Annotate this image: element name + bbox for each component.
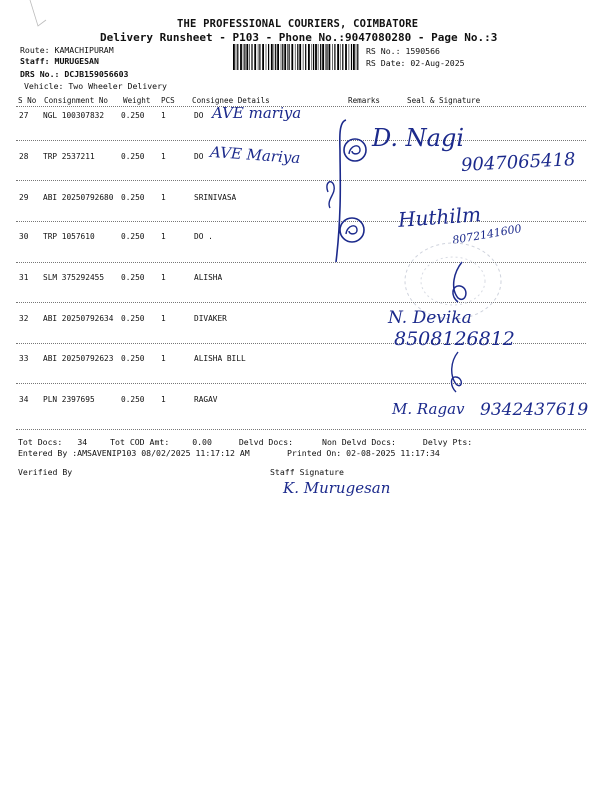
signature-row30: Huthilm bbox=[397, 202, 482, 232]
row-divider bbox=[16, 429, 586, 430]
stamp-circle-icon bbox=[340, 135, 370, 165]
col-consignee: Consignee Details bbox=[192, 96, 270, 105]
row-consignee: DO bbox=[194, 152, 204, 161]
phone-row30: 8072141600 bbox=[451, 222, 523, 247]
row-consignee: DO bbox=[194, 111, 204, 120]
drs-label: DRS No.: bbox=[20, 69, 60, 79]
tot-cod-label: Tot COD Amt: bbox=[110, 437, 170, 447]
drs-line bbox=[20, 69, 128, 79]
tot-docs-value: 34 bbox=[77, 437, 88, 447]
rs-date-line bbox=[366, 58, 465, 68]
row-weight: 0.250 bbox=[121, 354, 145, 363]
delvy-pts-label: Delvy Pts: bbox=[422, 437, 473, 447]
tot-docs-label: Tot Docs: bbox=[18, 437, 63, 447]
row-pcs: 1 bbox=[161, 232, 166, 241]
col-consignment: Consignment No bbox=[44, 96, 109, 105]
row-weight: 0.250 bbox=[121, 314, 145, 323]
row-consignee: ALISHA bbox=[194, 273, 223, 282]
row-weight: 0.250 bbox=[121, 193, 145, 202]
runsheet-title: Delivery Runsheet - P103 - Phone No.:9047080280 - Page No.:3 bbox=[100, 31, 498, 44]
row-consignment: ABI 20250792634 bbox=[43, 314, 114, 323]
row-sno: 34 bbox=[19, 395, 29, 404]
row-divider bbox=[16, 180, 586, 181]
row-consignee: RAGAV bbox=[194, 395, 218, 404]
col-remarks: Remarks bbox=[348, 96, 381, 105]
route-label: Route: bbox=[20, 45, 50, 55]
vehicle-value: Two Wheeler Delivery bbox=[68, 81, 167, 91]
row-pcs: 1 bbox=[161, 193, 166, 202]
signature-row32: N. Devika bbox=[388, 308, 472, 328]
signature-scribble-row31 bbox=[440, 258, 480, 308]
row-sno: 29 bbox=[19, 193, 29, 202]
row-weight: 0.250 bbox=[121, 111, 145, 120]
phone-row34: 9342437619 bbox=[480, 400, 589, 420]
rs-no-value: 1590566 bbox=[405, 46, 440, 56]
delvd-docs-label: Delvd Docs: bbox=[238, 437, 294, 447]
barcode bbox=[233, 44, 361, 70]
row-pcs: 1 bbox=[161, 395, 166, 404]
row-consignment: SLM 375292455 bbox=[43, 273, 105, 282]
signature-scribble-row33 bbox=[442, 350, 472, 396]
tot-cod-value: 0.00 bbox=[192, 437, 212, 447]
row-weight: 0.250 bbox=[121, 395, 145, 404]
staff-label: Staff: bbox=[20, 56, 50, 66]
staff-signature-label: Staff Signature bbox=[270, 467, 344, 477]
row-consignee: ALISHA BILL bbox=[194, 354, 246, 363]
row-consignee: SRINIVASA bbox=[194, 193, 237, 202]
staff-line bbox=[20, 56, 99, 66]
row-weight: 0.250 bbox=[121, 152, 145, 161]
row-pcs: 1 bbox=[161, 152, 166, 161]
row-divider bbox=[16, 221, 586, 222]
staff-signature: K. Murugesan bbox=[283, 479, 391, 497]
row-consignment: NGL 100307832 bbox=[43, 111, 105, 120]
staff-value: MURUGESAN bbox=[54, 56, 99, 66]
row-consignment: TRP 2537211 bbox=[43, 152, 95, 161]
paper-corner-mark bbox=[28, 0, 48, 30]
row-consignee: DIVAKER bbox=[194, 314, 227, 323]
signature-row34: M. Ragav bbox=[392, 400, 465, 418]
entered-by: Entered By :AMSAVENIP103 08/02/2025 11:17:12 AM bbox=[18, 448, 250, 458]
row-sno: 33 bbox=[19, 354, 29, 363]
printed-on: Printed On: 02-08-2025 11:17:34 bbox=[287, 448, 440, 458]
row-pcs: 1 bbox=[161, 111, 166, 120]
rs-date-value: 02-Aug-2025 bbox=[410, 58, 465, 68]
vehicle-line bbox=[24, 81, 167, 91]
row-sno: 28 bbox=[19, 152, 29, 161]
row-sno: 31 bbox=[19, 273, 29, 282]
col-seal-signature: Seal & Signature bbox=[407, 96, 481, 105]
row-sno: 30 bbox=[19, 232, 29, 241]
row-divider bbox=[16, 140, 586, 141]
row-consignment: TRP 1057610 bbox=[43, 232, 95, 241]
vehicle-label: Vehicle: bbox=[24, 81, 64, 91]
route-line bbox=[20, 45, 114, 55]
totals-line bbox=[18, 437, 472, 447]
row-consignment: PLN 2397695 bbox=[43, 395, 95, 404]
handwritten-name-row28: AVE Mariya bbox=[209, 142, 301, 168]
row-pcs: 1 bbox=[161, 354, 166, 363]
phone-row32: 8508126812 bbox=[394, 328, 515, 350]
handwritten-name-row27: AVE mariya bbox=[212, 104, 302, 122]
col-sno: S No bbox=[18, 96, 37, 105]
drs-value: DCJB159056603 bbox=[64, 69, 129, 79]
company-title: THE PROFESSIONAL COURIERS, COIMBATORE bbox=[177, 18, 419, 30]
non-delvd-docs-label: Non Delvd Docs: bbox=[322, 437, 396, 447]
row-divider bbox=[16, 383, 586, 384]
row-consignment: ABI 20250792623 bbox=[43, 354, 114, 363]
rs-no-line bbox=[366, 46, 440, 56]
row-weight: 0.250 bbox=[121, 273, 145, 282]
row-pcs: 1 bbox=[161, 273, 166, 282]
route-value: KAMACHIPURAM bbox=[54, 45, 114, 55]
col-pcs: PCS bbox=[161, 96, 175, 105]
row-sno: 32 bbox=[19, 314, 29, 323]
row-weight: 0.250 bbox=[121, 232, 145, 241]
col-weight: Weight bbox=[123, 96, 151, 105]
signature-row28: D. Nagi bbox=[372, 124, 464, 152]
rs-no-label: RS No.: bbox=[366, 46, 401, 56]
row-consignee: DO . bbox=[194, 232, 213, 241]
row-consignment: ABI 20250792680 bbox=[43, 193, 114, 202]
verified-by-label: Verified By bbox=[18, 467, 73, 477]
phone-row28: 9047065418 bbox=[460, 149, 577, 176]
row-pcs: 1 bbox=[161, 314, 166, 323]
rs-date-label: RS Date: bbox=[366, 58, 406, 68]
row-sno: 27 bbox=[19, 111, 29, 120]
stamp-circle-icon bbox=[336, 214, 368, 246]
